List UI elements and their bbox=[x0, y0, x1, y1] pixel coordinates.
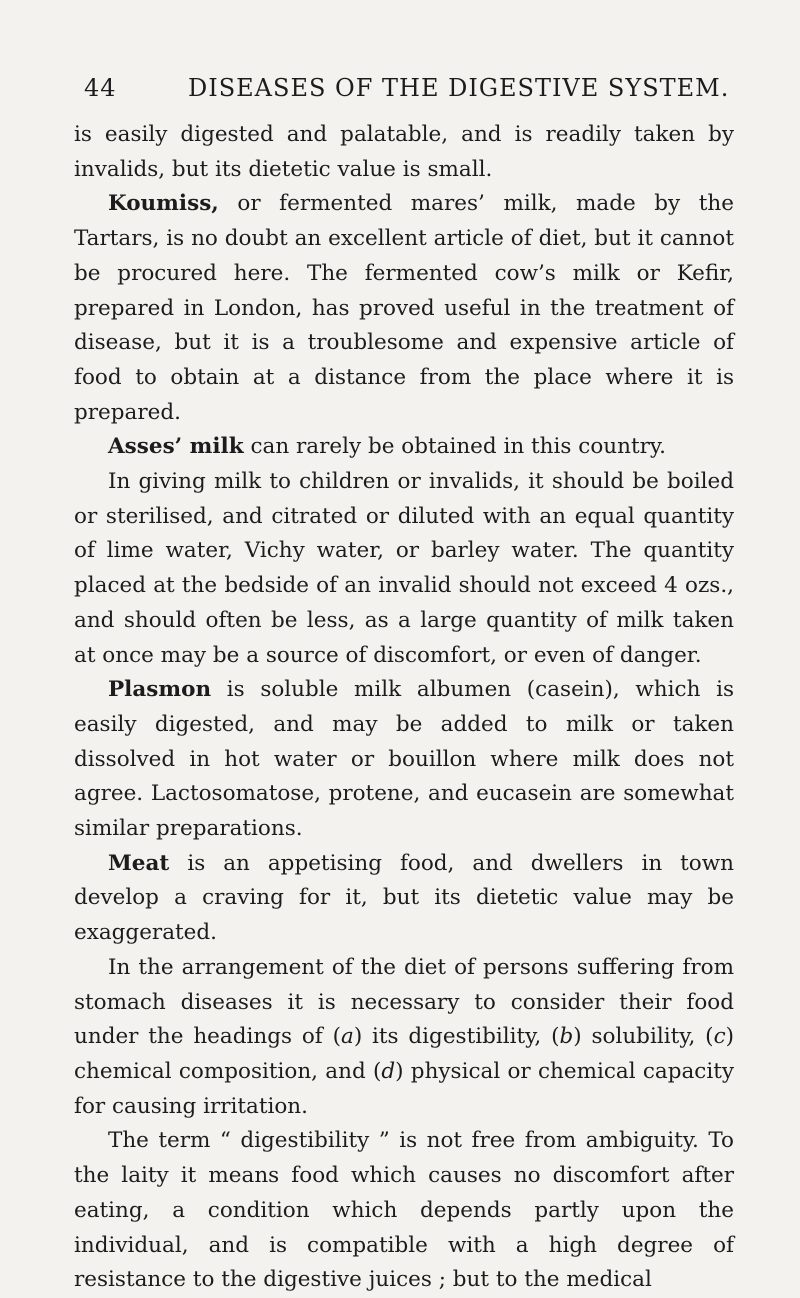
heading-marker-d: d bbox=[381, 1058, 396, 1084]
heading-marker-a: a bbox=[340, 1024, 354, 1050]
paragraph-giving-milk: In giving milk to children or invalids, it should be boiled or sterilised, and citrated or diluted with an equal quantity of lime water, Vichy water, or barley water. The quantity placed at the bedside of an invalid should not exceed 4 ozs., and should often be less, as a large quantity of milk taken at once may be a source of discomfort, or even of danger. bbox=[74, 469, 734, 668]
paragraph-diet-arrangement: In the arrangement of the diet of persons suffering from stomach diseases it is necessary to consider their food under the headings of (a) its digestibility, (b) solubility, (c) chemical composition, and (d) physical or chemical capacity for causing irritation. bbox=[74, 954, 734, 1119]
heading-marker-c: c bbox=[713, 1024, 726, 1050]
body-text bbox=[74, 118, 734, 1298]
paragraph-lead-meat: Meat bbox=[108, 850, 170, 876]
paragraph-plasmon: Plasmon is soluble milk albumen (casein), which is easily digested, and may be added to milk or taken dissolved in hot water or bouillon where milk does not agree. Lactosomatose, protene, and eucasein are somewhat similar preparations. bbox=[74, 677, 734, 842]
paragraph-lead-koumiss: Koumiss, bbox=[108, 191, 219, 217]
running-title: DISEASES OF THE DIGESTIVE SYSTEM. bbox=[188, 74, 730, 102]
page-number: 44 bbox=[84, 74, 117, 102]
paragraph-meat: Meat is an appetising food, and dwellers in town develop a craving for it, but its dietetic value may be exaggerated. bbox=[74, 850, 734, 946]
paragraph-lead-asses-milk: Asses’ milk bbox=[108, 434, 244, 460]
paragraph-lead-plasmon: Plasmon bbox=[108, 677, 212, 703]
paragraph-continuation: is easily digested and palatable, and is readily taken by invalids, but its dietetic value is small. bbox=[74, 122, 734, 182]
heading-marker-b: b bbox=[559, 1024, 574, 1050]
running-head bbox=[84, 74, 744, 110]
paragraph-koumiss: Koumiss, or fermented mares’ milk, made by the Tartars, is no doubt an excellent article of diet, but it cannot be procured here. The fermented cow’s milk or Kefir, prepared in London, has proved useful in the treatment of disease, but it is a troublesome and expensive article of food to obtain at a distance from the place where it is prepared. bbox=[74, 191, 734, 425]
paragraph-asses-milk: Asses’ milk can rarely be obtained in this country. bbox=[108, 434, 666, 460]
paragraph-digestibility: The term “ digestibility ” is not free from ambiguity. To the laity it means food which causes no discomfort after eating, a condition which depends partly upon the individual, and is compatible with a high degree of resistance to the digestive juices ; but to the medical bbox=[74, 1128, 734, 1293]
